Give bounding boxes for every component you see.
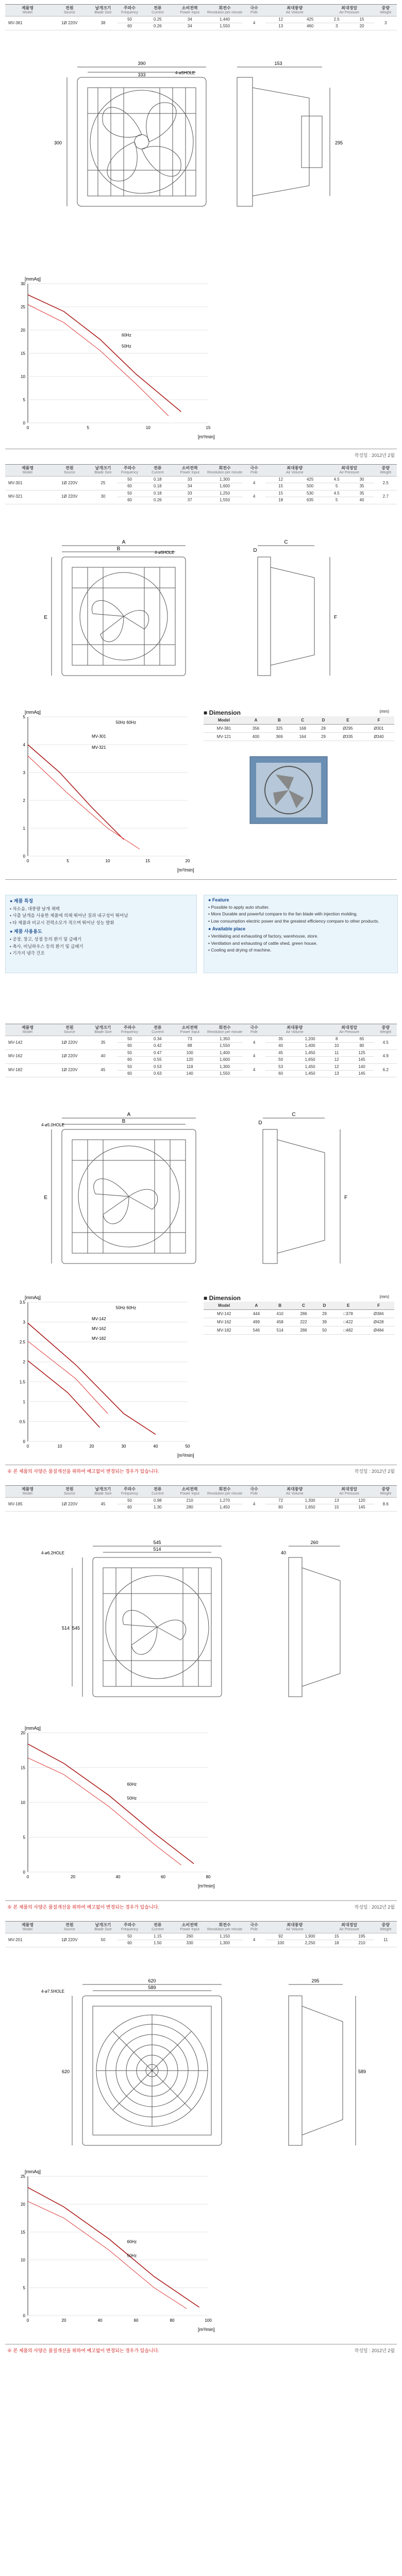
- drawing-mv201: [21, 1975, 381, 2161]
- legend-entry: MV-301: [92, 734, 106, 739]
- y-tick-label: 15: [21, 2230, 25, 2235]
- svg-text:4-ø5.0HOLE: 4-ø5.0HOLE: [41, 1123, 64, 1127]
- y-tick-label: 2: [23, 798, 25, 803]
- svg-text:295: 295: [311, 1978, 320, 1983]
- svg-text:545: 545: [153, 1540, 161, 1545]
- x-tick-label: 20: [185, 859, 190, 863]
- y-tick-label: 2: [23, 1359, 25, 1365]
- spec-table: 제품명 Model 전원 Source 날개크기 Blade Size 주파수 Frequency 전류 Current 소비전력 Power Input 회전수 Revolution per minute 극수 Pole 최대풍량 Air Volume 최대정압 Air Pressure 중량 Weight MV-142 1Ø 220V 35 50 0.34 73 1,350 4 35 1,200 8 65 4.5 60 0.42 88 1,550 40 1,400 10 80 MV-162 1Ø 220V 40 50 0.47 100 1,400 4 45 1,450 11 125 4.9 60 0.55 120 1,600 50 1,650 12 145 MV-182 1Ø 220V 45 50 0.53 118 1,300 4 53 1,450 12 140 6.2 60 0.63 140 1,550 60 1,450 13 145: [5, 1024, 397, 1077]
- svg-text:589: 589: [148, 1985, 156, 1990]
- svg-text:4-ø7.5HOLE: 4-ø7.5HOLE: [41, 1989, 64, 1994]
- y-tick-label: 20: [21, 1731, 25, 1735]
- svg-text:4-ø5HOLE: 4-ø5HOLE: [155, 550, 175, 555]
- series-line: [28, 756, 140, 849]
- table-row: MV-121 400 369 164 29 Ø335 Ø340: [204, 733, 394, 741]
- table-row: 60 0.55 120 1,600 50 1,650 12 145: [5, 1057, 397, 1063]
- table-row: 60 1.30 280 1,450 80 1,650 15 145: [5, 1504, 397, 1511]
- y-axis-label: [mmAq]: [25, 710, 41, 715]
- table-row: 60 0.63 140 1,550 60 1,450 13 145: [5, 1070, 397, 1077]
- svg-text:260: 260: [310, 1540, 319, 1545]
- series-line: [28, 1758, 181, 1865]
- date: 작성일 : 2012년 2월: [354, 453, 395, 458]
- series-line: [28, 1341, 108, 1414]
- series-line: [28, 305, 169, 416]
- y-tick-label: 20: [21, 2202, 25, 2207]
- series-line: [28, 2188, 199, 2307]
- chart-mv185: [7, 1722, 224, 1893]
- section-mv301: [0, 464, 402, 504]
- legend-entry: 50Hz 60Hz: [115, 720, 137, 725]
- y-tick-label: 25: [21, 305, 25, 309]
- legend-entry: MV-182: [92, 1336, 106, 1341]
- x-tick-label: 80: [206, 1875, 211, 1879]
- spec-table: 제품명 Model 전원 Source 날개크기 Blade Size 주파수 Frequency 전류 Current 소비전력 Power Input 회전수 Revolution per minute 극수 Pole 최대풍량 Air Volume 최대정압 Air Pressure 중량 Weight MV-301 1Ø 220V 25 50 0.18 33 1,300 4 12 425 4.5 30 2.5 60 0.18 34 1,600 15 500 5 35 MV-321 1Ø 220V 30 50 0.18 33 1,250 4 15 530 4.5 35 2.7 60 0.26 37 1,550 18 635 5 40: [5, 464, 397, 504]
- spec-table: 제품명 Model 전원 Source 날개크기 Blade Size 주파수 Frequency 전류 Current 소비전력 Power Input 회전수 Revolution per minute 극수 Pole 최대풍량 Air Volume 최대정압 Air Pressure 중량 Weight MV-185 1Ø 220V 45 50 0.98 210 1,270 4 72 1,300 13 120 8.6 60 1.30 280 1,450 80 1,650 15 145: [5, 1485, 397, 1512]
- svg-text:C: C: [292, 1112, 296, 1118]
- table-row: MV-162 1Ø 220V 40 50 0.47 100 1,400 4 45 1,450 11 125 4.9: [5, 1049, 397, 1056]
- legend-entry: 60Hz: [127, 2239, 137, 2244]
- chart-mv142: [7, 1292, 203, 1462]
- section-mv185: [0, 1485, 402, 1512]
- table-row: MV-321 1Ø 220V 30 50 0.18 33 1,250 4 15 530 4.5 35 2.7: [5, 490, 397, 497]
- y-tick-label: 30: [21, 282, 25, 286]
- y-axis-label: [mmAq]: [25, 1726, 41, 1731]
- spec-table: 제품명 Model 전원 Source 날개크기 Blade Size 주파수 Frequency 전류 Current 소비전력 Power Input 회전수 Revolution per minute 극수 Pole 최대풍량 Air Volume 최대정압 Air Pressure 중량 Weight MV-201 1Ø 220V 50 50 1.15 260 1,150 4 92 1,900 15 195 11 60 1.50 330 1,300 100 2,250 18 210: [5, 1921, 397, 1947]
- drawing-mv185: [21, 1537, 381, 1712]
- y-tick-label: 5: [23, 398, 25, 402]
- legend-entry: 50Hz: [127, 2253, 137, 2258]
- x-tick-label: 40: [115, 1875, 121, 1879]
- table-row: MV-381 356 325 168 28 Ø295 Ø301: [204, 725, 394, 733]
- svg-text:B: B: [116, 546, 121, 552]
- y-tick-label: 0: [23, 1439, 25, 1444]
- series-line: [28, 2202, 187, 2309]
- table-row: MV-201 1Ø 220V 50 50 1.15 260 1,150 4 92 1,900 15 195 11: [5, 1933, 397, 1940]
- svg-text:E: E: [44, 615, 47, 620]
- spec-table: 제품명 Model 전원 Source 날개크기 Blade Size 주파수 Frequency 전류 Current 소비전력 Power Input 회전수 Revolution per minute 극수 Pole 최대풍량 Air Volume 최대정압 Air Pressure 중량 Weight MV-381 1Ø 220V 38 50 0.25 34 1,440 4 12 425 2.5 15 3 60 0.26 34 1,550 13 460 3 20: [5, 4, 397, 30]
- x-tick-label: 20: [89, 1444, 94, 1449]
- dim-h2: 295: [335, 140, 343, 145]
- y-tick-label: 0: [23, 1870, 25, 1875]
- x-tick-label: 40: [97, 2318, 103, 2323]
- x-tick-label: 50: [185, 1444, 190, 1449]
- y-tick-label: 2.5: [19, 1340, 25, 1345]
- dim-a: 390: [138, 61, 146, 66]
- drawing-mv142: [21, 1109, 381, 1284]
- x-tick-label: 80: [170, 2318, 175, 2323]
- x-tick-label: 100: [205, 2318, 212, 2323]
- legend-entry: MV-162: [92, 1326, 106, 1331]
- x-axis-label: [m³/min]: [198, 1883, 215, 1889]
- svg-text:F: F: [334, 615, 338, 620]
- series-line: [28, 745, 124, 840]
- series-line: [28, 1744, 194, 1864]
- svg-text:A: A: [122, 539, 126, 545]
- legend-entry: 60Hz: [127, 1782, 137, 1787]
- note: ※ 본 제품의 사양은 품질개선을 위하여 예고없이 변경되는 경우가 있습니다.: [7, 1905, 159, 1910]
- table-row: MV-162 499 458 222 39 □422 Ø428: [204, 1318, 394, 1326]
- feature-en: ● Feature • Possible to apply auto shutter. • More Durable and powerful compare to the fan blade with injection molding. • Low consumption electric power and the greatest efficiency compare to other products. ● Available place • Ventilating and exhausting of factory, warehouse, store. • Ventilation and exhausting of cattle shed, green house. • Cooling and drying of machine.: [204, 895, 398, 973]
- x-axis-label: [m³/min]: [177, 1453, 194, 1458]
- table-row: 60 0.42 88 1,550 40 1,400 10 80: [5, 1043, 397, 1049]
- y-tick-label: 5: [23, 2286, 25, 2290]
- svg-text:514: 514: [61, 1626, 70, 1631]
- dimension-table: Model A B C D E F MV-142 444 410 286 29 □378 Ø384 MV-162 499 458 222 39 □422 Ø428 MV-182 546 514 286 50 □482 Ø484: [204, 1302, 394, 1335]
- legend-entry: 60Hz: [122, 333, 131, 338]
- y-tick-label: 15: [21, 1765, 25, 1770]
- note: ※ 본 제품의 사양은 품질개선을 위하여 예고없이 변경되는 경우가 있습니다.: [7, 2348, 159, 2353]
- svg-text:F: F: [344, 1195, 348, 1201]
- table-row: 60 0.18 34 1,600 15 500 5 35: [5, 483, 397, 490]
- y-tick-label: 10: [21, 374, 25, 379]
- table-row: MV-182 1Ø 220V 45 50 0.53 118 1,300 4 53 1,450 12 140 6.2: [5, 1063, 397, 1070]
- x-tick-label: 20: [61, 2318, 66, 2323]
- svg-text:545: 545: [72, 1626, 80, 1631]
- legend-entry: 50Hz 60Hz: [115, 1305, 137, 1310]
- feature-kr: ● 제품 특징 • 차소음, 대풍량 날개 채택 • 사출 날개을 사용한 제품에 의해 뛰어난 질과 내구성이 뛰어남 • 타 제품과 비교시 전력소모가 적으며 뛰어난 성능 발휘 ● 제품 사용용도 • 공장, 창고, 상점 등의 환기 및 급배기 • 축사, 비닐하우스 등의 환기 및 급배기 • 기가지 냉각 건조: [5, 895, 197, 973]
- x-tick-label: 0: [26, 425, 29, 430]
- y-tick-label: 4: [23, 743, 25, 747]
- y-tick-label: 10: [21, 2258, 25, 2262]
- x-tick-label: 30: [121, 1444, 126, 1449]
- svg-text:A: A: [127, 1112, 131, 1118]
- table-row: 60 1.50 330 1,300 100 2,250 18 210: [5, 1940, 397, 1947]
- x-tick-label: 15: [145, 859, 150, 863]
- y-axis-label: [mmAq]: [25, 1295, 41, 1300]
- x-tick-label: 0: [26, 859, 29, 863]
- y-tick-label: 15: [21, 351, 25, 356]
- legend-entry: MV-321: [92, 745, 106, 750]
- date: 작성일 : 2012년 2월: [354, 1469, 395, 1474]
- dim-h1: 300: [54, 140, 62, 145]
- section-mv381: [0, 4, 402, 30]
- table-row: MV-185 1Ø 220V 45 50 0.98 210 1,270 4 72 1,300 13 120 8.6: [5, 1497, 397, 1504]
- x-tick-label: 10: [105, 859, 110, 863]
- table-row: 60 0.26 34 1,550 13 460 3 20: [5, 23, 397, 30]
- y-tick-label: 0.5: [19, 1419, 25, 1424]
- chart-mv301: [7, 707, 203, 877]
- drawing-mv301: [21, 536, 381, 696]
- table-row: MV-142 444 410 286 29 □378 Ø384: [204, 1310, 394, 1318]
- y-axis-label: [mmAq]: [25, 276, 41, 282]
- dim-hole: 4-ø5HOLE: [175, 71, 195, 75]
- x-tick-label: 20: [71, 1875, 75, 1879]
- table-row: MV-381 1Ø 220V 38 50 0.25 34 1,440 4 12 425 2.5 15 3: [5, 16, 397, 23]
- svg-text:D: D: [258, 1120, 262, 1126]
- note: ※ 본 제품의 사양은 품질개선을 위하여 예고없이 변경되는 경우가 있습니다.: [7, 1469, 159, 1474]
- x-tick-label: 40: [153, 1444, 158, 1449]
- table-row: MV-142 1Ø 220V 35 50 0.34 73 1,350 4 35 1,200 8 65 4.5: [5, 1036, 397, 1042]
- x-tick-label: 5: [66, 859, 69, 863]
- legend-entry: 50Hz: [127, 1796, 137, 1801]
- svg-text:D: D: [253, 548, 257, 553]
- x-tick-label: 10: [57, 1444, 62, 1449]
- date: 작성일 : 2012년 2월: [354, 2348, 395, 2353]
- svg-text:589: 589: [358, 2069, 366, 2074]
- svg-text:E: E: [44, 1195, 47, 1201]
- y-tick-label: 1: [23, 826, 25, 831]
- drawing-mv381: [21, 57, 381, 242]
- chart-mv201: [7, 2166, 224, 2336]
- y-tick-label: 25: [21, 2174, 25, 2179]
- x-tick-label: 0: [26, 1875, 29, 1879]
- y-tick-label: 20: [21, 328, 25, 333]
- y-tick-label: 5: [23, 1835, 25, 1840]
- svg-text:620: 620: [148, 1978, 156, 1983]
- x-tick-label: 15: [206, 425, 211, 430]
- svg-text:4-ø6.2HOLE: 4-ø6.2HOLE: [41, 1551, 64, 1555]
- product-photo: [245, 751, 332, 829]
- x-tick-label: 60: [133, 2318, 139, 2323]
- svg-text:B: B: [122, 1119, 126, 1124]
- section-mv201: [0, 1921, 402, 1947]
- x-tick-label: 0: [26, 2318, 29, 2323]
- y-tick-label: 0: [23, 421, 25, 425]
- y-tick-label: 0: [23, 2314, 25, 2318]
- legend-entry: 50Hz: [122, 344, 131, 349]
- series-line: [28, 1360, 100, 1428]
- section-mv142: [0, 1024, 402, 1077]
- x-axis-label: [m³/min]: [198, 434, 215, 439]
- svg-text:514: 514: [153, 1547, 161, 1552]
- y-tick-label: 3.5: [19, 1300, 25, 1305]
- y-tick-label: 3: [23, 770, 25, 775]
- table-row: MV-301 1Ø 220V 25 50 0.18 33 1,300 4 12 425 4.5 30 2.5: [5, 476, 397, 483]
- date: 작성일 : 2012년 2월: [354, 1905, 395, 1910]
- x-tick-label: 10: [145, 425, 150, 430]
- dim-b: 333: [138, 72, 146, 77]
- y-tick-label: 10: [21, 1800, 25, 1805]
- y-tick-label: 1: [23, 1399, 25, 1404]
- dimension-table: Model A B C D E F MV-381 356 325 168 28 Ø295 Ø301 MV-121 400 369 164 29 Ø335 Ø340: [204, 716, 394, 741]
- chart-mv381: [7, 273, 224, 444]
- x-tick-label: 0: [26, 1444, 29, 1449]
- table-row: MV-182 546 514 286 50 □482 Ø484: [204, 1326, 394, 1335]
- y-axis-label: [mmAq]: [25, 2169, 41, 2174]
- y-tick-label: 0: [23, 854, 25, 859]
- x-tick-label: 5: [87, 425, 89, 430]
- svg-text:C: C: [284, 539, 288, 545]
- x-axis-label: [m³/min]: [177, 867, 194, 873]
- legend-entry: MV-142: [92, 1317, 106, 1322]
- svg-text:620: 620: [61, 2069, 70, 2074]
- x-tick-label: 60: [161, 1875, 165, 1879]
- dim-side: 153: [274, 61, 282, 66]
- table-row: 60 0.26 37 1,550 18 635 5 40: [5, 497, 397, 504]
- svg-text:40: 40: [280, 1550, 286, 1555]
- y-tick-label: 5: [23, 715, 25, 719]
- dimension-panel: ■ Dimension (mm) Model A B C D E F MV-142 444 410 286 29 □378 Ø384 MV-162 499 458 222 39 □422 Ø428 MV-182 546 514 286 50 □482 Ø484: [204, 1294, 394, 1335]
- x-axis-label: [m³/min]: [198, 2327, 215, 2332]
- y-tick-label: 1.5: [19, 1380, 25, 1385]
- y-tick-label: 3: [23, 1320, 25, 1325]
- dimension-panel: ■ Dimension (mm) Model A B C D E F MV-381 356 325 168 28 Ø295 Ø301 MV-121 400 369 164 29 Ø335 Ø340: [204, 709, 394, 830]
